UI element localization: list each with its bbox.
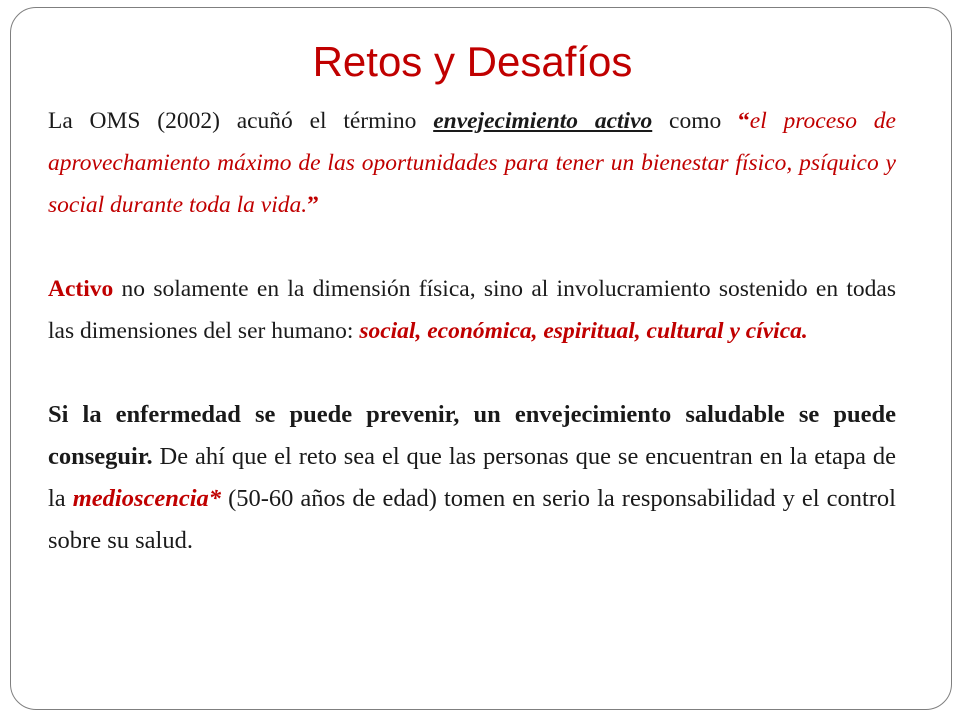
paragraph1-connector: como — [652, 108, 739, 134]
paragraph-activo — [48, 268, 896, 352]
paragraph-spacer — [48, 352, 896, 394]
paragraph3-tail: (50-60 años de edad) tomen en serio la responsabilidad y el control sobre su salud. — [48, 485, 896, 554]
paragraph3-bold-lead: Si la enfermedad se puede prevenir, un envejecimiento saludable se puede conseguir. — [48, 401, 896, 470]
close-quote: ” — [307, 192, 319, 218]
paragraph1-lead: La OMS (2002) acuñó el término — [48, 108, 434, 134]
dimensions-list: social, económica, espiritual, cultural y cívica. — [359, 318, 808, 344]
definition-quote: el proceso de aprovechamiento máximo de las oportunidades para tener un bienestar físico, psíquico y social durante toda la vida. — [48, 108, 896, 218]
open-quote: “ — [738, 108, 750, 134]
term-envejecimiento-activo: envejecimiento activo — [433, 108, 653, 134]
paragraph-oms-definition — [48, 100, 896, 226]
paragraph2-text: no solamente en la dimensión física, sino al involucramiento sostenido en todas las dimensiones del ser humano: — [48, 276, 896, 344]
paragraph-reto — [48, 394, 896, 562]
paragraph-spacer — [48, 226, 896, 268]
term-activo: Activo — [48, 276, 114, 302]
slide-title: Retos y Desafíos — [312, 38, 633, 85]
slide-body — [48, 100, 896, 562]
term-medioscencia: medioscencia* — [72, 485, 222, 512]
paragraph3-text: De ahí que el reto sea el que las personas que se encuentran en la etapa de la — [48, 443, 896, 512]
